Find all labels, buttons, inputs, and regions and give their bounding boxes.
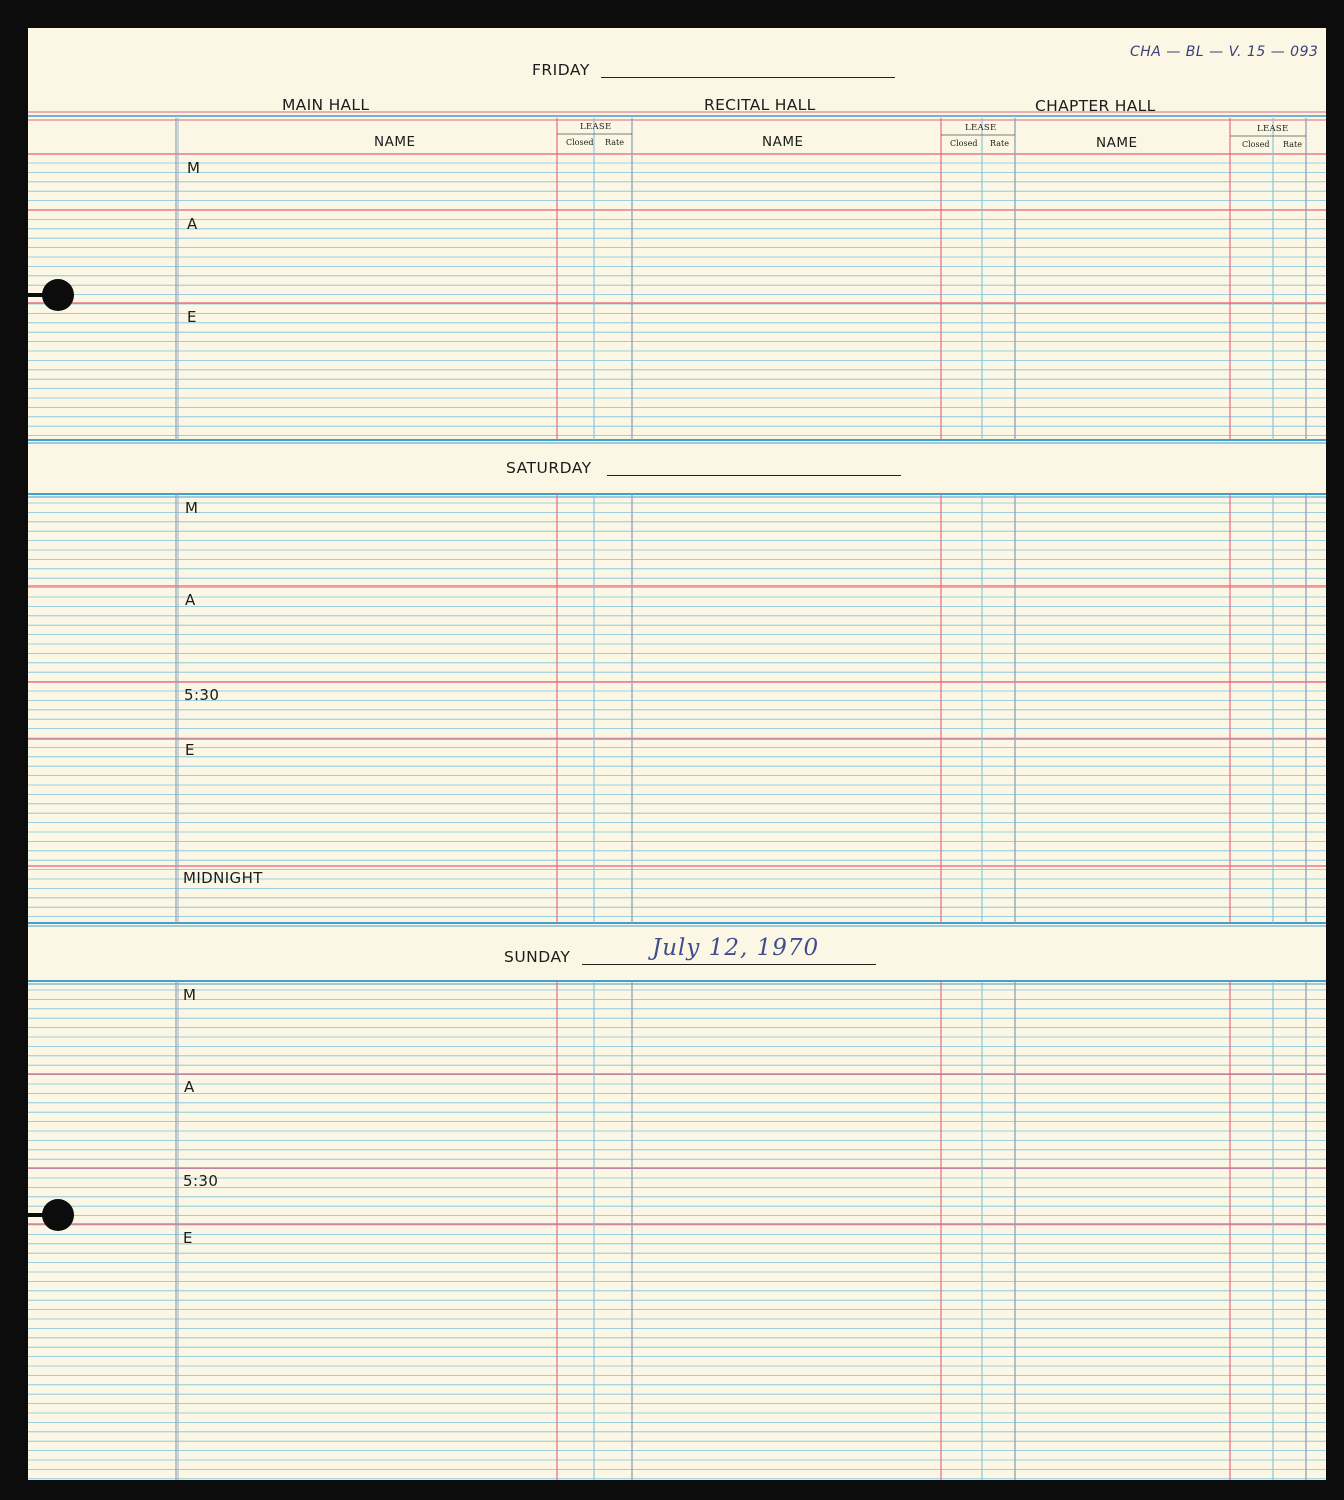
sunday-slot-530: 5:30	[183, 1172, 219, 1190]
sunday-label: SUNDAY	[504, 948, 571, 966]
saturday-label: SATURDAY	[506, 459, 592, 477]
ruled-lines	[28, 28, 1326, 1480]
catalog-code: CHA — BL — V. 15 — 093	[1130, 44, 1319, 60]
friday-label: FRIDAY	[532, 61, 590, 79]
friday-slot-morning: M	[187, 159, 201, 177]
saturday-date-line	[607, 475, 901, 476]
sunday-slot-morning: M	[183, 986, 197, 1004]
chapter-name-header: NAME	[1096, 135, 1138, 151]
saturday-slot-morning: M	[185, 499, 199, 517]
recital-hall-title: RECITAL HALL	[704, 96, 816, 114]
friday-slot-afternoon: A	[187, 215, 198, 233]
main-hall-title: MAIN HALL	[282, 96, 370, 114]
main-closed-header: Closed	[566, 138, 594, 147]
sunday-date-line	[582, 964, 876, 965]
main-rate-header: Rate	[605, 138, 624, 147]
friday-slot-evening: E	[187, 308, 197, 326]
saturday-slot-evening: E	[185, 741, 195, 759]
sunday-slot-afternoon: A	[184, 1078, 195, 1096]
sunday-handwritten-date: July 12, 1970	[652, 935, 820, 961]
recital-rate-header: Rate	[990, 139, 1009, 148]
ledger-sheet	[28, 28, 1326, 1480]
recital-name-header: NAME	[762, 134, 804, 150]
sunday-slot-evening: E	[183, 1229, 193, 1247]
saturday-slot-530: 5:30	[184, 686, 220, 704]
recital-lease-header: LEASE	[965, 123, 997, 133]
friday-date-line	[601, 77, 895, 78]
main-lease-header: LEASE	[580, 122, 612, 132]
chapter-lease-header: LEASE	[1257, 124, 1289, 134]
chapter-hall-title: CHAPTER HALL	[1035, 97, 1156, 115]
binder-hole-top	[42, 279, 74, 311]
recital-closed-header: Closed	[950, 139, 978, 148]
main-name-header: NAME	[374, 134, 416, 150]
chapter-rate-header: Rate	[1283, 140, 1302, 149]
saturday-slot-midnight: MIDNIGHT	[183, 869, 263, 887]
saturday-slot-afternoon: A	[185, 591, 196, 609]
chapter-closed-header: Closed	[1242, 140, 1270, 149]
binder-hole-bottom	[42, 1199, 74, 1231]
